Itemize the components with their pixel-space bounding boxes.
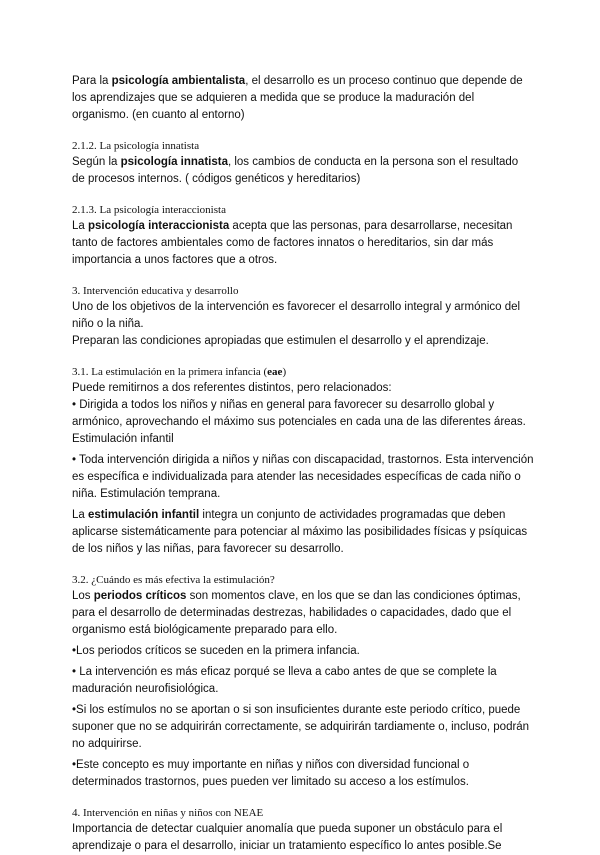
- bold-term: eae: [267, 366, 283, 378]
- paragraph-intervencion-1: Uno de los objetivos de la intervención es favorecer el desarrollo integral y armónico del niño o la niña.: [72, 301, 521, 330]
- paragraph-estimulacion-intro: Puede remitirnos a dos referentes distintos, pero relacionados:: [72, 382, 392, 394]
- text: ): [282, 366, 287, 378]
- heading-interaccionista: 2.1.3. La psicología interaccionista: [72, 204, 226, 216]
- paragraph-estimulacion-def: [72, 507, 534, 558]
- text: La: [72, 220, 88, 232]
- bullet-cuando-1: •Los periodos críticos se suceden en la primera infancia.: [72, 645, 360, 657]
- text: La: [72, 509, 88, 521]
- bold-term: estimulación infantil: [88, 509, 200, 521]
- heading-cuando: 3.2. ¿Cuándo es más efectiva la estimulación?: [72, 574, 275, 586]
- paragraph-periodos: [72, 588, 534, 639]
- text: acepta que las personas, para desarrollarse, necesitan tanto de factores ambientales como de factores innatos o hereditarios, sin dar más importancia a unos factores que a otros.: [72, 220, 513, 266]
- paragraph-neae: Importancia de detectar cualquier anomalía que pueda suponer un obstáculo para el aprendizaje o para el desarrollo, iniciar un tratamiento específico lo antes posible.Se: [72, 823, 503, 852]
- bullet-estimulacion-2: • Toda intervención dirigida a niños y niñas con discapacidad, trastornos. Esta intervención es específica e individualizada para atender las necesidades específicas de cada niño o niña. Estimulación temprana.: [72, 454, 534, 500]
- paragraph-intervencion-2: Preparan las condiciones apropiadas que estimulen el desarrollo y el aprendizaje.: [72, 335, 489, 347]
- text: integra un conjunto de actividades programadas que deben aplicarse sistemáticamente para potenciar al máximo las posibilidades físicas y psíquicas de los niños y las niñas, para favorecer su desarrollo.: [72, 509, 528, 555]
- text: Según la: [72, 156, 121, 168]
- bullet-estimulacion-1: • Dirigida a todos los niños y niñas en general para favorecer su desarrollo global y armónico, aprovechando el máximo sus potenciales en cada una de las diferentes áreas. Estimulación infantil: [72, 399, 526, 445]
- bold-term: psicología innatista: [120, 156, 228, 168]
- bold-term: psicología ambientalista: [111, 75, 246, 87]
- heading-estimulacion: [72, 365, 534, 380]
- bold-term: psicología interaccionista: [88, 220, 230, 232]
- heading-neae: 4. Intervención en niñas y niños con NEAE: [72, 807, 264, 819]
- text: 3.1. La estimulación en la primera infancia (: [72, 366, 268, 378]
- bullet-cuando-3: •Si los estímulos no se aportan o si son insuficientes durante este periodo crítico, puede suponer que no se adquirirán correctamente, se adquirirán tardiamente o, incluso, podrán no adquirirse.: [72, 704, 530, 750]
- heading-intervencion: 3. Intervención educativa y desarrollo: [72, 285, 239, 297]
- text: Para la: [72, 75, 112, 87]
- bold-term: periodos críticos: [93, 590, 187, 602]
- bullet-cuando-4: •Este concepto es muy importante en niñas y niños con diversidad funcional o determinados trastornos, pues pueden ver limitado su acceso a los estímulos.: [72, 759, 470, 788]
- text: , los cambios de conducta en la persona son el resultado de procesos internos. ( códigos genéticos y hereditarios): [72, 156, 519, 185]
- paragraph-interaccionista: [72, 218, 534, 269]
- text: Los: [72, 590, 94, 602]
- text: son momentos clave, en los que se dan las condiciones óptimas, para el desarrollo de determinadas destrezas, habilidades o capacidades, dado que el organismo está biológicamente preparado para ello.: [72, 590, 521, 636]
- paragraph-ambientalista: [72, 73, 534, 124]
- paragraph-innatista: [72, 154, 534, 188]
- document-page: [72, 73, 534, 855]
- text: , el desarrollo es un proceso continuo que depende de los aprendizajes que se adquieren a medida que se produce la maduración del organismo. (en cuanto al entorno): [72, 75, 523, 121]
- heading-innatista: 2.1.2. La psicología innatista: [72, 140, 200, 152]
- bullet-cuando-2: • La intervención es más eficaz porqué se lleva a cabo antes de que se complete la maduración neurofisiológica.: [72, 666, 497, 695]
